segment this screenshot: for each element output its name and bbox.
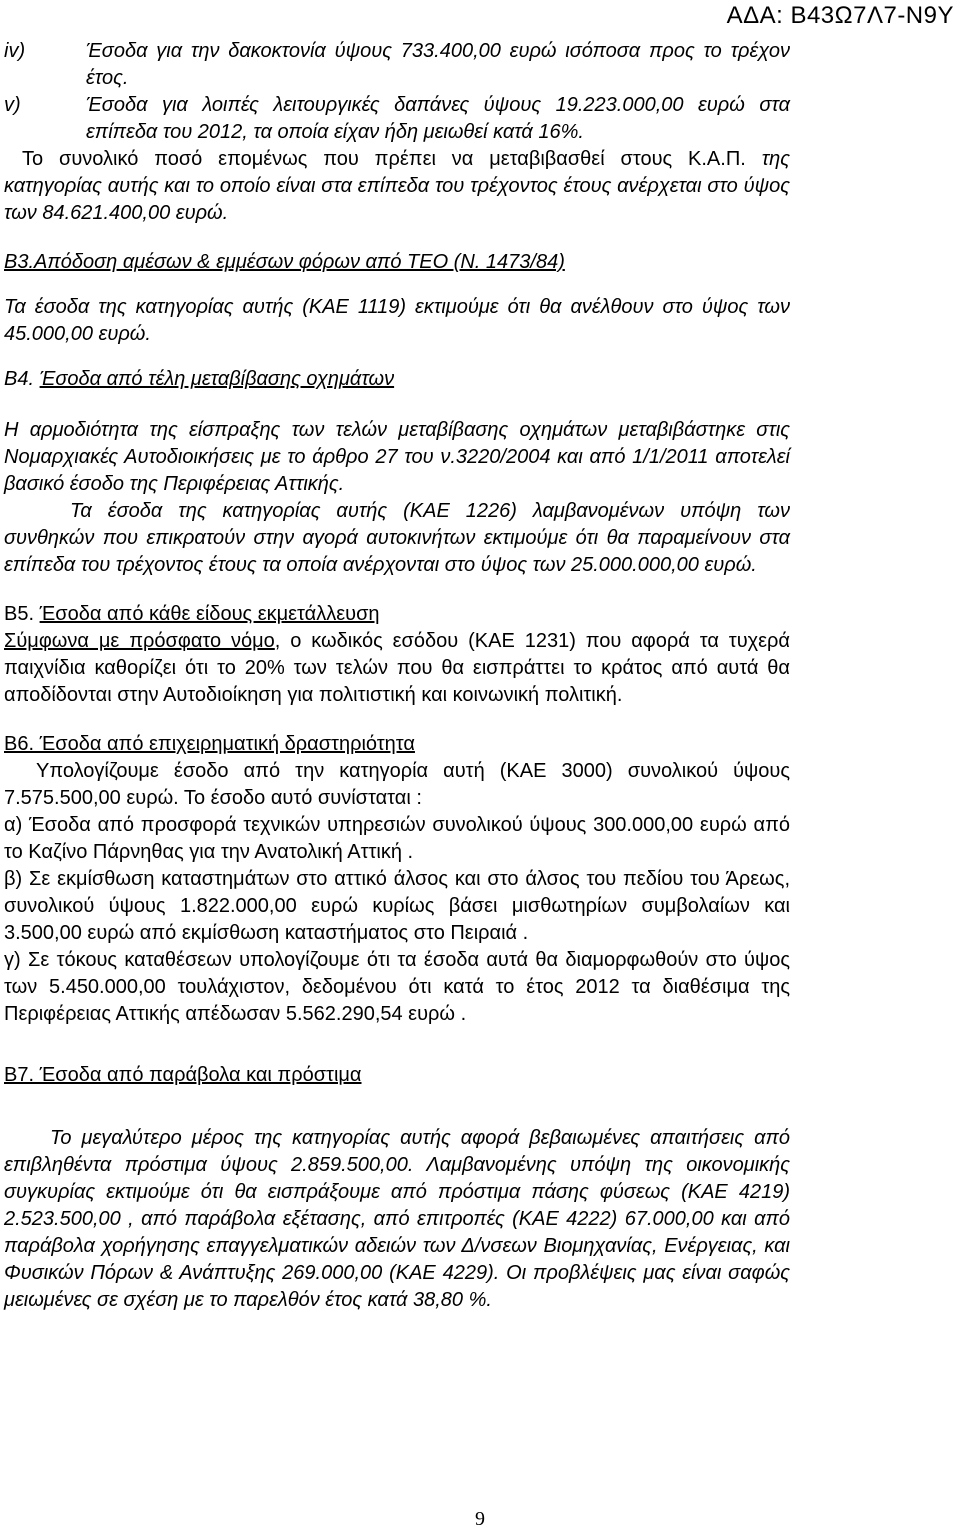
section-b7-paragraph: Το μεγαλύτερο μέρος της κατηγορίας αυτής αφορά βεβαιωμένες απαιτήσεις από επιβληθέντα πρόστιμα ύψους 2.859.500,00. Λαμβανομένης υπόψη της οικονομικής συγκυρίας εκτιμούμε ότι θα εισπράξουμε από πρόστιμα πάσης φύσεως (ΚΑΕ 4219) 2.523.500,00 , από παράβολα εξέτασης, από επιτροπές (ΚΑΕ 4222) 67.000,00 και από παράβολα χορήγησης επαγγελματικών αδειών των Δ/νσεων Βιομηχανίας, Ενέργειας, και Φυσικών Πόρων & Ανάπτυξης 269.000,00 (ΚΑΕ 4229). Οι προβλέψεις μας είναι σαφώς μειωμένες σε σχέση με το παρελθόν έτος κατά 38,80 %. xyxy=(4,1127,790,1311)
list-item-number: v) xyxy=(4,94,21,116)
section-b5-heading xyxy=(4,601,790,628)
section-b6-item-a: α) Έσοδα από προσφορά τεχνικών υπηρεσιών συνολικού ύψους 300.000,00 ευρώ από το Καζίνο Πάρνηθας για την Ανατολική Αττική . xyxy=(4,814,790,863)
section-b6-heading: Β6. Έσοδα από επιχειρηματική δραστηριότητα xyxy=(4,733,415,755)
section-b4-heading xyxy=(4,366,790,393)
section-b4-title: Έσοδα από τέλη μεταβίβασης οχημάτων xyxy=(39,368,395,390)
list-item-text: Έσοδα για λοιπές λειτουργικές δαπάνες ύψους 19.223.000,00 ευρώ στα επίπεδα του 2012, τα οποία είχαν ήδη μειωθεί κατά 16%. xyxy=(86,94,790,143)
section-b5-prefix: Β5. xyxy=(4,603,35,625)
page-number: 9 xyxy=(475,1508,485,1530)
list-item-text: Έσοδα για την δακοκτονία ύψους 733.400,00 ευρώ ισόποσα προς το τρέχον έτος. xyxy=(86,40,790,89)
section-b7-heading: Β7. Έσοδα από παράβολα και πρόστιμα xyxy=(4,1064,362,1086)
kap-total-line1: Το συνολικό ποσό επομένως που πρέπει να μεταβιβασθεί στους Κ.Α.Π. xyxy=(22,148,746,170)
section-b5-rest: , ο κωδικός εσόδου (ΚΑΕ 1231) που αφορά τα τυχερά παιχνίδια καθορίζει ότι το 20% των τελών που θα εισπράττει το κράτος από αυτά θα αποδίδονται στην Αυτοδιοίκηση για πολιτιστική και κοινωνική πολιτική. xyxy=(4,630,790,706)
section-b5-underlined-start: Σύμφωνα με πρόσφατο νόμο xyxy=(4,630,275,652)
section-b3-paragraph: Τα έσοδα της κατηγορίας αυτής (ΚΑΕ 1119) εκτιμούμε ότι θα ανέλθουν στο ύψος των 45.000,00 ευρώ. xyxy=(4,296,790,345)
section-b5-paragraph xyxy=(4,628,790,709)
list-item-v xyxy=(4,92,790,146)
section-b4-prefix: Β4. xyxy=(4,368,35,390)
document-page xyxy=(4,38,790,1314)
list-item-number: iv) xyxy=(4,40,26,62)
section-b6-item-c: γ) Σε τόκους καταθέσεων υπολογίζουμε ότι τα έσοδα αυτά θα διαμορφωθούν στο ύψος των 5.450.000,00 τουλάχιστον, δεδομένου ότι κατά το έτος 2012 τα διαθέσιμα της Περιφέρειας Αττικής απέδωσαν 5.562.290,54 ευρώ . xyxy=(4,949,790,1025)
section-b4-paragraph2: Τα έσοδα της κατηγορίας αυτής (ΚΑΕ 1226) λαμβανομένων υπόψη των συνθηκών που επικρατούν στην αγορά αυτοκινήτων εκτιμούμε ότι θα παραμείνουν στα επίπεδα του τρέχοντος έτους τα οποία ανέρχονται στο ύψος των 25.000.000,00 ευρώ. xyxy=(4,500,790,576)
list-item-iv xyxy=(4,38,790,92)
ada-code: ΑΔΑ: Β43Ω7Λ7-Ν9Υ xyxy=(726,2,954,29)
section-b3-heading: Β3.Απόδοση αμέσων & εμμέσων φόρων από ΤΕΟ (Ν. 1473/84) xyxy=(4,251,565,273)
section-b4-paragraph1: Η αρμοδιότητα της είσπραξης των τελών μεταβίβασης οχημάτων μεταβιβάστηκε στις Νομαρχιακές Αυτοδιοικήσεις με το άρθρο 27 του ν.3220/2004 και από 1/1/2011 αποτελεί βασικό έσοδο της Περιφέρειας Αττικής. xyxy=(4,419,790,495)
section-b6-item-b: β) Σε εκμίσθωση καταστημάτων στο αττικό άλσος και στο άλσος του πεδίου του Άρεως, συνολικού ύψους 1.822.000,00 ευρώ κυρίως βάσει μισθωτηρίων συμβολαίων και 3.500,00 ευρώ από εκμίσθωση καταστήματος στο Πειραιά . xyxy=(4,868,790,944)
kap-total-line2: της κατηγορίας αυτής και το οποίο είναι στα επίπεδα του τρέχοντος έτους ανέρχεται στο ύψος των 84.621.400,00 ευρώ. xyxy=(4,148,790,224)
kap-total-paragraph xyxy=(4,146,790,227)
section-b5-title: Έσοδα από κάθε είδους εκμετάλλευση xyxy=(39,603,380,625)
section-b6-intro: Υπολογίζουμε έσοδο από την κατηγορία αυτή (ΚΑΕ 3000) συνολικού ύψους 7.575.500,00 ευρώ. Το έσοδο αυτό συνίσταται : xyxy=(4,760,790,809)
